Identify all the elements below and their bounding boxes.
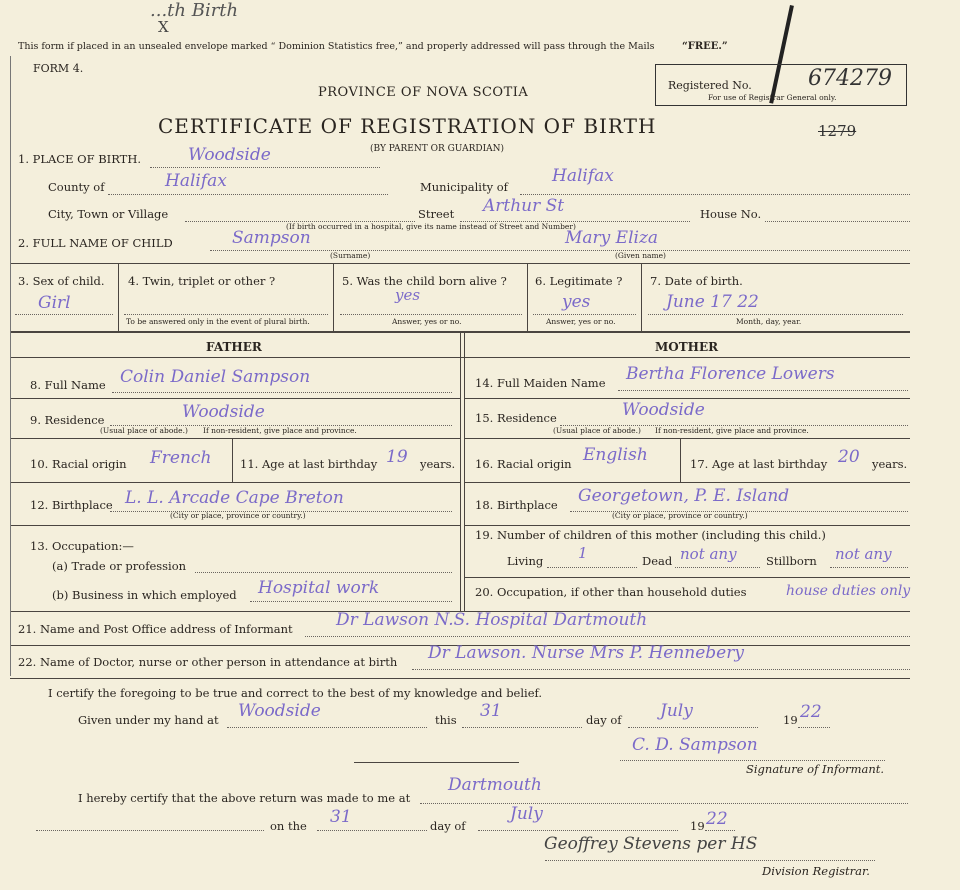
rule: [10, 398, 460, 399]
father-residence-label: 9. Residence: [30, 413, 105, 427]
top-scrawl: ...th Birth: [150, 0, 239, 21]
place-line: [150, 167, 380, 168]
father-trade-label: (a) Trade or profession: [52, 559, 187, 573]
certify-year-prefix: 19: [783, 713, 798, 727]
father-name-value: Colin Daniel Sampson: [120, 367, 311, 387]
child-name-line: [210, 250, 910, 251]
rule: [464, 482, 910, 483]
rule: [118, 263, 119, 331]
mother-years: years.: [872, 457, 908, 471]
street-value: Arthur St: [483, 196, 565, 216]
mother-name-value: Bertha Florence Lowers: [626, 364, 835, 384]
child-name-label: 2. FULL NAME OF CHILD: [18, 236, 173, 250]
house-label: House No.: [700, 207, 762, 221]
mother-heading: MOTHER: [655, 340, 719, 354]
rule: [533, 314, 636, 315]
form-number: FORM 4.: [33, 62, 84, 75]
alive-note: Answer, yes or no.: [392, 317, 462, 326]
date-label: 7. Date of birth.: [650, 274, 743, 288]
father-name-label: 8. Full Name: [30, 378, 106, 392]
rule: [464, 577, 910, 578]
rule: [464, 331, 465, 611]
father-age-label: 11. Age at last birthday: [240, 457, 378, 471]
rule: [250, 601, 452, 602]
rule: [618, 390, 908, 391]
registrar-on-the-label: on the: [270, 819, 307, 833]
registered-note: For use of Registrar General only.: [708, 93, 837, 102]
rule: [227, 727, 427, 728]
rule: [10, 56, 11, 676]
rule: [464, 525, 910, 526]
father-nonres-note: If non-resident, give place and province.: [203, 426, 357, 435]
mother-abode-note: (Usual place of abode.): [553, 426, 641, 435]
mother-birthplace-label: 18. Birthplace: [475, 498, 558, 512]
mother-dead-value: not any: [680, 545, 737, 563]
city-label: City, Town or Village: [48, 207, 169, 221]
municipality-label: Municipality of: [420, 180, 508, 194]
registrar-day: 31: [330, 807, 352, 827]
father-birthplace-label: 12. Birthplace: [30, 498, 113, 512]
mother-residence-value: Woodside: [622, 400, 705, 420]
rule: [460, 331, 461, 611]
mother-living-label: Living: [507, 554, 544, 568]
rule: [10, 438, 460, 439]
certify-month: July: [660, 701, 693, 721]
rule: [798, 727, 830, 728]
rule: [10, 482, 460, 483]
rule: [420, 803, 908, 804]
registrar-signature-label: Division Registrar.: [762, 864, 870, 878]
this-day: 31: [480, 701, 502, 721]
rule: [305, 636, 910, 637]
side-number: 1279: [818, 122, 857, 140]
mother-dead-label: Dead: [642, 554, 673, 568]
registrar-year-prefix: 19: [690, 819, 705, 833]
mother-name-label: 14. Full Maiden Name: [475, 376, 606, 390]
given-note: (Given name): [615, 251, 666, 260]
certificate-title: CERTIFICATE OF REGISTRATION OF BIRTH: [158, 114, 657, 138]
rule: [112, 392, 452, 393]
rule: [547, 567, 637, 568]
registrar-statement: I hereby certify that the above return was made to me at: [78, 791, 411, 805]
father-age-value: 19: [386, 447, 408, 467]
mother-birthplace-value: Georgetown, P. E. Island: [578, 486, 790, 506]
mother-nonres-note: If non-resident, give place and province.: [655, 426, 809, 435]
child-surname: Sampson: [232, 228, 311, 248]
rule: [36, 830, 264, 831]
twin-label: 4. Twin, triplet or other ?: [128, 274, 276, 288]
father-race-value: French: [150, 448, 212, 468]
father-business-value: Hospital work: [258, 578, 380, 598]
rule: [124, 314, 328, 315]
rule: [195, 572, 452, 573]
registrar-year-value: 22: [706, 809, 728, 829]
given-place: Woodside: [238, 701, 321, 721]
legitimate-label: 6. Legitimate ?: [535, 274, 623, 288]
father-business-label: (b) Business in which employed: [52, 588, 237, 602]
mother-living-value: 1: [578, 544, 588, 562]
doctor-label: 22. Name of Doctor, nurse or other person in attendance at birth: [18, 655, 398, 669]
hospital-note: (If birth occurred in a hospital, give its name instead of Street and Number): [286, 222, 576, 231]
county-line: [108, 194, 388, 195]
mail-notice-free: “FREE.”: [682, 41, 728, 52]
father-birthplace-value: L. L. Arcade Cape Breton: [125, 488, 344, 508]
province-heading: PROVINCE OF NOVA SCOTIA: [318, 85, 529, 100]
doctor-value: Dr Lawson. Nurse Mrs P. Hennebery: [428, 643, 744, 663]
registrar-day-of-label: day of: [430, 819, 466, 833]
mother-birthplace-note: (City or place, province or country.): [612, 511, 748, 520]
day-of-label: day of: [586, 713, 622, 727]
registered-number: 674279: [808, 66, 892, 91]
father-abode-note: (Usual place of abode.): [100, 426, 188, 435]
father-residence-value: Woodside: [182, 402, 265, 422]
municipality-line: [520, 194, 910, 195]
mother-age-value: 20: [838, 447, 860, 467]
place-of-birth-label: 1. PLACE OF BIRTH.: [18, 152, 142, 166]
rule: [545, 860, 875, 861]
rule: [705, 830, 735, 831]
mother-residence-label: 15. Residence: [475, 411, 557, 425]
informant-signature: C. D. Sampson: [632, 735, 758, 755]
legitimate-note: Answer, yes or no.: [546, 317, 616, 326]
rule: [830, 567, 908, 568]
child-given-name: Mary Eliza: [565, 228, 659, 248]
informant-label: 21. Name and Post Office address of Informant: [18, 622, 293, 636]
street-label: Street: [418, 207, 455, 221]
rule: [333, 263, 334, 331]
certificate-subtitle: (BY PARENT OR GUARDIAN): [370, 144, 505, 154]
mother-children-label: 19. Number of children of this mother (including this child.): [475, 528, 826, 542]
rule: [527, 263, 528, 331]
father-heading: FATHER: [206, 340, 262, 354]
mother-occupation-label: 20. Occupation, if other than household duties: [475, 585, 747, 599]
mother-stillborn-label: Stillborn: [766, 554, 817, 568]
surname-note: (Surname): [330, 251, 371, 260]
mother-race-value: English: [583, 445, 648, 465]
registered-label: Registered No.: [668, 79, 752, 92]
mother-stillborn-value: not any: [835, 545, 892, 563]
rule: [317, 830, 427, 831]
sex-value: Girl: [38, 293, 71, 313]
rule: [340, 314, 522, 315]
place-of-birth-value: Woodside: [188, 145, 271, 165]
county-value: Halifax: [165, 171, 227, 191]
rule: [675, 567, 760, 568]
rule: [412, 669, 910, 670]
rule: [464, 438, 910, 439]
given-label: Given under my hand at: [78, 713, 219, 727]
mother-occupation-value: house duties only: [786, 583, 911, 599]
top-x-mark: X: [158, 18, 169, 36]
rule: [354, 762, 519, 763]
rule: [10, 525, 460, 526]
rule: [628, 727, 758, 728]
date-note: Month, day, year.: [736, 317, 802, 326]
mail-notice: This form if placed in an unsealed envelope marked “ Dominion Statistics free,” and properly addressed will pass through the Mails: [18, 41, 655, 52]
twin-note: To be answered only in the event of plural birth.: [126, 317, 310, 326]
rule: [620, 760, 885, 761]
legitimate-value: yes: [562, 292, 591, 312]
father-years: years.: [420, 457, 456, 471]
mother-race-label: 16. Racial origin: [475, 457, 572, 471]
rule: [232, 438, 233, 482]
mother-age-label: 17. Age at last birthday: [690, 457, 828, 471]
rule: [10, 263, 910, 264]
rule: [478, 830, 678, 831]
sex-label: 3. Sex of child.: [18, 274, 105, 288]
father-birthplace-note: (City or place, province or country.): [170, 511, 306, 520]
rule: [648, 314, 903, 315]
rule: [641, 263, 642, 331]
informant-signature-label: Signature of Informant.: [746, 762, 885, 776]
father-occupation-label: 13. Occupation:—: [30, 539, 134, 553]
registrar-month: July: [510, 804, 543, 824]
county-label: County of: [48, 180, 105, 194]
certify-statement: I certify the foregoing to be true and correct to the best of my knowledge and belief.: [48, 686, 543, 700]
registrar-signature: Geoffrey Stevens per HS: [544, 834, 758, 854]
father-race-label: 10. Racial origin: [30, 457, 127, 471]
this-label: this: [435, 713, 457, 727]
house-line: [765, 221, 910, 222]
rule: [464, 398, 910, 399]
rule: [10, 678, 910, 679]
date-value: June 17 22: [666, 292, 759, 312]
informant-value: Dr Lawson N.S. Hospital Dartmouth: [336, 610, 648, 630]
rule: [680, 438, 681, 482]
rule: [15, 314, 113, 315]
alive-label: 5. Was the child born alive ?: [342, 274, 507, 288]
alive-value: yes: [395, 286, 421, 304]
certify-year-value: 22: [800, 702, 822, 722]
rule: [462, 727, 582, 728]
registrar-place: Dartmouth: [448, 775, 542, 795]
municipality-value: Halifax: [552, 166, 614, 186]
